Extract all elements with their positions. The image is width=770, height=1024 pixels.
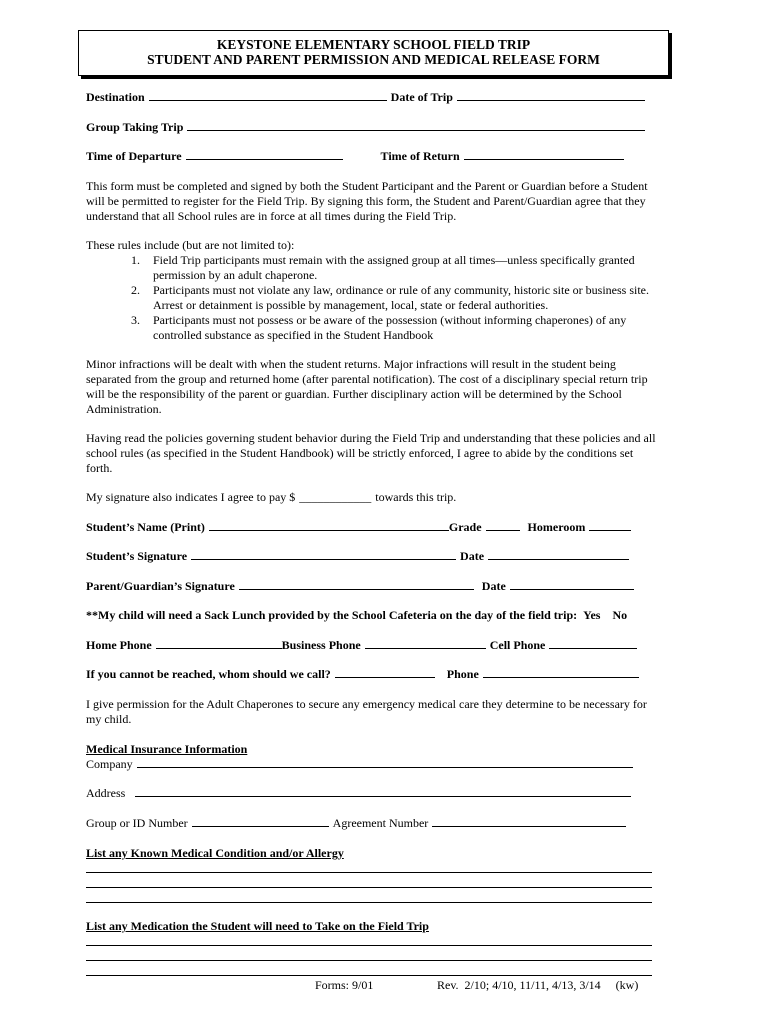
trip-date-field[interactable]: [457, 99, 645, 101]
form-title-box: [78, 30, 669, 76]
trip-date-label: Date of Trip: [390, 90, 453, 104]
emergency-contact-label: If you cannot be reached, whom should we call?: [86, 667, 331, 681]
parent-signature-field[interactable]: [239, 588, 474, 590]
insurance-company-label: Company: [86, 757, 133, 771]
medical-conditions-heading: List any Known Medical Condition and/or Allergy: [86, 846, 344, 860]
destination-label: Destination: [86, 90, 145, 104]
parent-signature-row: [86, 579, 638, 594]
medication-line[interactable]: [86, 960, 652, 961]
student-signature-label: Student’s Signature: [86, 549, 188, 563]
agreement-paragraph: Having read the policies governing student behavior during the Field Trip and understanding that these policies and all school rules (as specified in the Student Handbook) will be strictly enforced, I agree to abide by the conditions set forth.: [86, 431, 656, 475]
form-title-line2: STUDENT AND PARENT PERMISSION AND MEDICAL RELEASE FORM: [147, 52, 600, 67]
infractions-paragraph: Minor infractions will be dealt with when the student returns. Major infractions will result in the student being separated from the group and returned home (after parental notification). The cost of a disciplinary special return trip will be the responsibility of the parent or guardian. Further disciplinary action will be determined by the School Administration.: [86, 357, 648, 416]
student-date-label: Date: [460, 549, 485, 563]
departure-field[interactable]: [186, 158, 343, 160]
medical-conditions-line[interactable]: [86, 887, 652, 888]
rules-section: [86, 238, 661, 343]
agreement-number-field[interactable]: [432, 825, 626, 827]
homeroom-label: Homeroom: [527, 520, 586, 534]
emergency-contact-row: [86, 667, 643, 682]
student-name-field[interactable]: [209, 529, 449, 531]
medication-line[interactable]: [86, 975, 652, 976]
insurance-company-field[interactable]: [137, 766, 633, 768]
emergency-contact-field[interactable]: [335, 676, 435, 678]
phones-row: [86, 638, 641, 653]
student-name-label: Student’s Name (Print): [86, 520, 205, 534]
home-phone-field[interactable]: [156, 647, 282, 649]
footer-revision: Rev. 2/10; 4/10, 11/11, 4/13, 3/14 (kw): [437, 978, 639, 992]
home-phone-label: Home Phone: [86, 638, 152, 652]
grade-label: Grade: [448, 520, 482, 534]
student-signature-field[interactable]: [191, 558, 456, 560]
medical-conditions-line[interactable]: [86, 872, 652, 873]
return-label: Time of Return: [380, 149, 460, 163]
insurance-numbers-row: [86, 816, 630, 831]
sack-lunch-row: [86, 608, 627, 623]
medical-permission-paragraph: I give permission for the Adult Chaperones to secure any emergency medical care they determine to be necessary for my child.: [86, 697, 647, 726]
group-id-label: Group or ID Number: [86, 816, 188, 830]
payment-amount-field[interactable]: ____________: [299, 490, 372, 504]
times-row: [86, 149, 628, 164]
insurance-heading: Medical Insurance Information: [86, 742, 248, 756]
rule-item: 2. Participants must not violate any law, ordinance or rule of any community, historic site or business site. Arrest or detainment is possible by management, local, state or federal authorities.: [131, 283, 650, 312]
medication-line[interactable]: [86, 945, 652, 946]
group-label: Group Taking Trip: [86, 120, 184, 134]
grade-field[interactable]: [486, 529, 520, 531]
insurance-address-field[interactable]: [135, 795, 631, 797]
emergency-phone-field[interactable]: [483, 676, 639, 678]
intro-paragraph: This form must be completed and signed by both the Student Participant and the Parent or Guardian before a Student will be permitted to register for the Field Trip. By signing this form, the Student and Parent/Guardian agree that they understand that all School rules are in force at all times during the Field Trip.: [86, 179, 648, 223]
medication-heading: List any Medication the Student will need to Take on the Field Trip: [86, 919, 429, 933]
student-date-field[interactable]: [488, 558, 629, 560]
rule-item: 3. Participants must not possess or be aware of the possession (without informing chaperones) of any controlled substance as specified in the Student Handbook: [131, 313, 627, 342]
destination-row: [86, 90, 649, 105]
group-id-field[interactable]: [192, 825, 329, 827]
group-row: [86, 120, 649, 135]
sack-lunch-no[interactable]: No: [612, 608, 628, 622]
student-name-row: [86, 520, 635, 535]
parent-signature-label: Parent/Guardian’s Signature: [86, 579, 235, 593]
parent-date-field[interactable]: [510, 588, 634, 590]
rules-heading: These rules include (but are not limited to):: [86, 238, 295, 252]
departure-label: Time of Departure: [86, 149, 182, 163]
student-signature-row: [86, 549, 633, 564]
insurance-address-label: Address: [86, 786, 126, 800]
emergency-phone-label: Phone: [446, 667, 479, 681]
parent-date-label: Date: [481, 579, 506, 593]
payment-row: [86, 490, 456, 505]
payment-suffix: towards this trip.: [375, 490, 457, 504]
homeroom-field[interactable]: [589, 529, 631, 531]
rule-item: 1. Field Trip participants must remain with the assigned group at all times—unless specifically granted permission by an adult chaperone.: [131, 253, 635, 282]
payment-prefix: My signature also indicates I agree to pay $: [86, 490, 296, 504]
footer-forms: Forms: 9/01: [315, 978, 374, 992]
group-field[interactable]: [187, 129, 645, 131]
cell-phone-label: Cell Phone: [489, 638, 546, 652]
business-phone-field[interactable]: [365, 647, 486, 649]
agreement-number-label: Agreement Number: [332, 816, 429, 830]
insurance-company-row: [86, 757, 637, 772]
medical-conditions-line[interactable]: [86, 902, 652, 903]
return-field[interactable]: [464, 158, 624, 160]
sack-lunch-yes[interactable]: Yes: [583, 608, 601, 622]
sack-lunch-question: **My child will need a Sack Lunch provided by the School Cafeteria on the day of the field trip:: [86, 608, 578, 622]
form-title-line1: KEYSTONE ELEMENTARY SCHOOL FIELD TRIP: [216, 37, 531, 52]
cell-phone-field[interactable]: [549, 647, 637, 649]
destination-field[interactable]: [149, 99, 387, 101]
business-phone-label: Business Phone: [281, 638, 361, 652]
rules-list: [86, 253, 661, 343]
insurance-address-row: [86, 786, 635, 801]
